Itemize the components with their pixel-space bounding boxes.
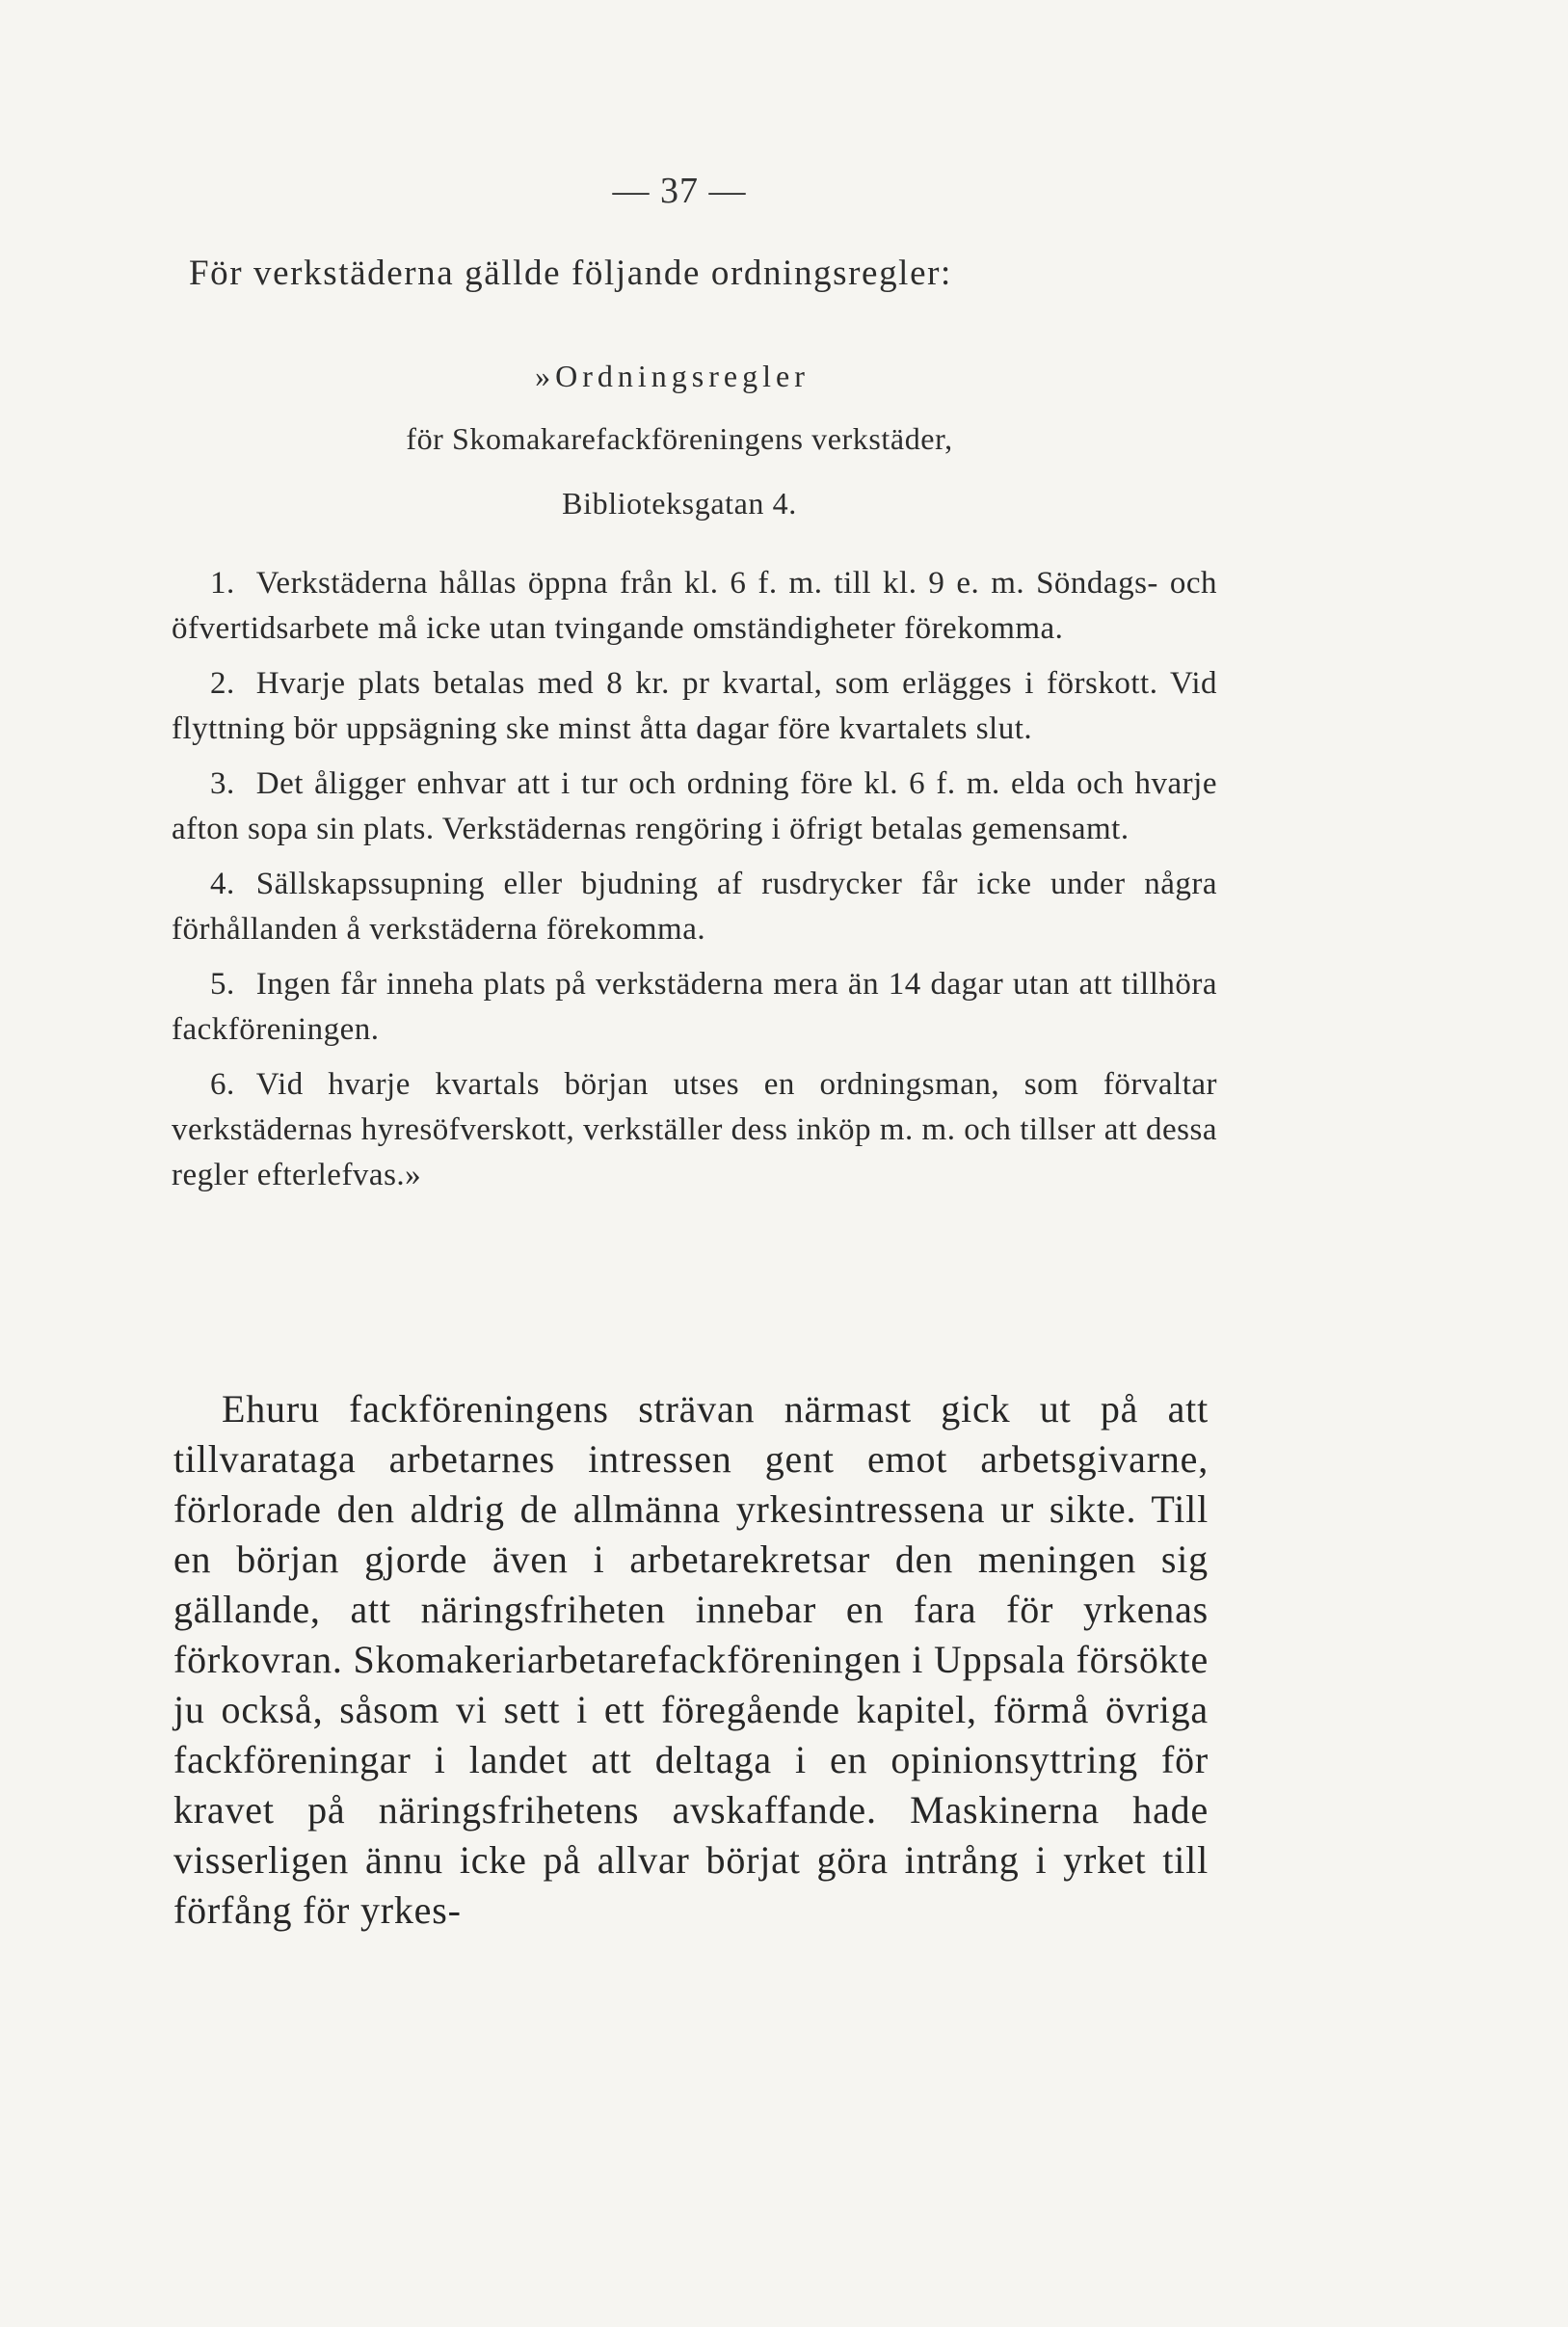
rule-text: Verkstäderna hållas öppna från kl. 6 f. m. till kl. 9 e. m. Söndags- och öfvertidsarbete må icke utan tvingande omständigheter förekomma. [172, 566, 1217, 646]
rule-item [172, 1062, 1217, 1198]
rule-text: Det åligger enhvar att i tur och ordning före kl. 6 f. m. elda och hvarje afton sopa sin plats. Verkstädernas rengöring i öfrigt betalas gemensamt. [172, 766, 1217, 846]
page-number: — 37 — [612, 171, 747, 211]
rule-number: 6. [210, 1067, 235, 1102]
rules-subtitle: för Skomakarefackföreningens verkstäder, [406, 421, 953, 456]
rule-number: 4. [210, 867, 235, 901]
rule-text: Vid hvarje kvartals början utses en ordningsman, som förvaltar verkstädernas hyresöfverskott, verkställer dess inköp m. m. och tillser att dessa regler efterlefvas.» [172, 1067, 1217, 1192]
rule-item [172, 962, 1217, 1053]
rule-item [172, 561, 1217, 652]
rule-text: Sällskapssupning eller bjudning af rusdrycker får icke under några förhållanden å verkstäderna förekomma. [172, 867, 1217, 947]
rule-item [172, 661, 1217, 752]
body-paragraph: Ehuru fackföreningens strävan närmast gick ut på att tillvarataga arbetarnes intressen gent emot arbetsgivarne, förlorade den aldrig de allmänna yrkesintressena ur sikte. Till en början gjorde även i arbetarekretsar den meningen sig gällande, att näringsfriheten innebar en fara för yrkenas förkovran. Skomakeriarbetarefackföreningen i Uppsala försökte ju också, såsom vi sett i ett föregående kapitel, förmå övriga fackföreningar i landet att deltaga i en opinionsyttring för kravet på näringsfrihetens avskaffande. Maskinerna hade visserligen ännu icke på allvar börjat göra intrång i yrket till förfång för yrkes- [173, 1387, 1209, 1932]
rules-address: Biblioteksgatan 4. [562, 486, 797, 521]
rule-text: Hvarje plats betalas med 8 kr. pr kvartal, som erlägges i förskott. Vid flyttning bör uppsägning ske minst åtta dagar före kvartalets slut. [172, 666, 1217, 746]
rules-list [172, 561, 1217, 1208]
rule-item [172, 762, 1217, 852]
rule-item [172, 862, 1217, 952]
rule-text: Ingen får inneha plats på verkstäderna mera än 14 dagar utan att tillhöra fackföreningen. [172, 967, 1217, 1047]
rule-number: 2. [210, 666, 235, 701]
intro-line: För verkstäderna gällde följande ordningsregler: [189, 254, 952, 293]
rules-heading: »Ordningsregler [535, 359, 810, 393]
rule-number: 3. [210, 766, 235, 801]
rule-number: 1. [210, 566, 235, 601]
rule-number: 5. [210, 967, 235, 1002]
